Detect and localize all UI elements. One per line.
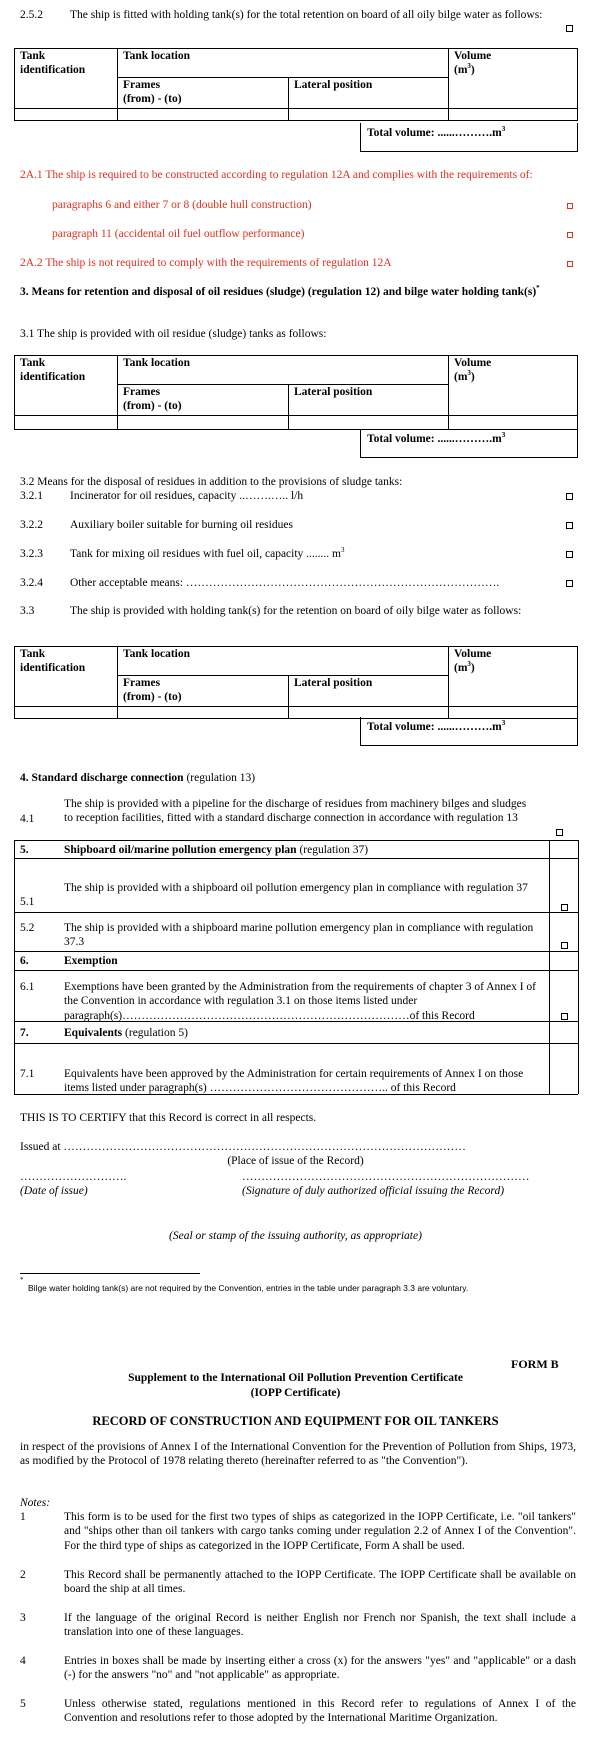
checkbox[interactable] (566, 580, 573, 587)
col-frames: Frames (from) - (to) (118, 78, 289, 109)
item-number: 3.2.4 (20, 577, 43, 589)
checkbox[interactable] (567, 261, 573, 267)
notes-label: Notes: (20, 1497, 51, 1509)
record-title: RECORD OF CONSTRUCTION AND EQUIPMENT FOR OIL TANKERS (92, 1414, 499, 1428)
tank-table (14, 48, 578, 121)
signature-field[interactable]: ………………………………………………………………… (242, 1171, 530, 1183)
sludge-tank-table: Tank identification Tank location Volume $(m^3)$ Frames (from) - (to) Lateral position (14, 355, 578, 430)
section-7-title: Equivalents (regulation 5) (64, 1027, 188, 1039)
item-number: 3.2.2 (20, 519, 43, 531)
option-double-hull: paragraphs 6 and either 7 or 8 (double hull construction) (52, 199, 312, 211)
place-label: (Place of issue of the Record) (227, 1155, 364, 1167)
item-number: 3.2.1 (20, 490, 43, 502)
exemption-text: Exemptions have been granted by the Administration from the requirements of chapter 3 of Annex I of the Convention in accordance with regulation 3.1 on those items listed under paragraph(s)…………………………………………………………………of this Record (64, 981, 537, 1022)
option-outflow: paragraph 11 (accidental oil fuel outflow performance) (52, 228, 305, 240)
item-number: 5.1 (20, 896, 35, 908)
date-field[interactable]: ………………………. (20, 1171, 127, 1183)
item-number: 3.3 (20, 605, 35, 617)
item-number: 5.2 (20, 922, 35, 934)
checkbox[interactable] (561, 1013, 568, 1020)
total-volume[interactable]: Total volume: $......\dots\dots\dots.m^3$ (360, 123, 578, 152)
bilge-holding-text: The ship is provided with holding tank(s) for the retention on board of oily bilge water as follows: (70, 605, 522, 617)
supplement-subtitle: (IOPP Certificate) (250, 1387, 341, 1399)
section-4-title: 4. Standard discharge connection (regulation 13) (20, 772, 256, 784)
oil-emergency-plan-text: The ship is provided with a shipboard oil pollution emergency plan in compliance with regulation 37 (64, 882, 528, 894)
item-number: 6.1 (20, 981, 35, 993)
col-tank-id: Tank identification (15, 49, 118, 109)
footnote: Bilge water holding tank(s) are not required by the Convention, entries in the table under paragraph 3.3 are voluntary. (28, 1283, 469, 1293)
checkbox[interactable] (561, 942, 568, 949)
footnote-mark: * (20, 1276, 24, 1284)
date-label: (Date of issue) (20, 1185, 88, 1197)
regulation-12a-text: 2A.1 The ship is required to be constructed according to regulation 12A and complies with the requirements of: (20, 169, 533, 181)
incinerator-item: Incinerator for oil residues, capacity ..…….….. l/h (70, 490, 304, 502)
note-number: 2 (20, 1569, 26, 1581)
item-text: The ship is fitted with holding tank(s) for the total retention on board of all oily bilge water as follows: (70, 9, 543, 21)
certify-statement: THIS IS TO CERTIFY that this Record is correct in all respects. (20, 1112, 317, 1124)
section-3-title: 3. Means for retention and disposal of oil residues (sludge) (regulation 12) and bilge water holding tank(s)* (20, 284, 540, 298)
checkbox[interactable] (566, 493, 573, 500)
note-number: 3 (20, 1612, 26, 1624)
note-number: 5 (20, 1698, 26, 1710)
note-text: If the language of the original Record is neither English nor French nor Spanish, the text shall include a translation into one of these languages. (64, 1612, 576, 1639)
table-row (15, 108, 578, 120)
note-number: 4 (20, 1655, 26, 1667)
checkbox[interactable] (561, 904, 568, 911)
section-6-title: Exemption (64, 955, 118, 967)
discharge-text: The ship is provided with a pipeline for the discharge of residues from machinery bilges and sludges to reception facilities, fitted with a standard discharge connection in accordance with regulation 13 (64, 798, 527, 825)
checkbox[interactable] (566, 551, 573, 558)
intro-paragraph: in respect of the provisions of Annex I of the International Convention for the Prevention of Pollution from Ships, 1973, as modified by the Protocol of 1978 relating thereto (hereinafter referred to as "the Convention"). (20, 1441, 576, 1468)
section-3-2: 3.2 Means for the disposal of residues in addition to the provisions of sludge tanks: (20, 476, 403, 488)
supplement-title: Supplement to the International Oil Pollution Prevention Certificate (128, 1372, 463, 1384)
section-number: 7. (20, 1027, 29, 1039)
note-text: Entries in boxes shall be made by inserting either a cross (x) for the answers "yes" and "applicable" or a dash (-) for the answers "no" and "not applicable" as appropriate. (64, 1655, 576, 1682)
col-tank-location: Tank location (118, 49, 449, 78)
section-number: 6. (20, 955, 29, 967)
signature-label: (Signature of duly authorized official issuing the Record) (242, 1185, 505, 1197)
table-row (15, 415, 578, 429)
marine-emergency-plan-text: The ship is provided with a shipboard marine pollution emergency plan in compliance with regulation 37.3 (64, 922, 534, 949)
regulation-12a-exempt: 2A.2 The ship is not required to comply with the requirements of regulation 12A (20, 257, 392, 269)
checkbox[interactable] (567, 203, 573, 209)
total-volume[interactable]: Total volume: $......\dots\dots\dots.m^3$ (360, 717, 578, 746)
issued-at-field[interactable]: Issued at …………………………………………………………………………………………… (20, 1141, 466, 1153)
item-number: 4.1 (20, 813, 35, 825)
checkbox[interactable] (566, 25, 573, 32)
section-3-1: 3.1 The ship is provided with oil residue (sludge) tanks as follows: (20, 328, 327, 340)
col-lateral: Lateral position (289, 78, 449, 109)
other-means-item: Other acceptable means: ………………………………………………………………………. (70, 577, 500, 589)
item-number: 7.1 (20, 1068, 35, 1080)
item-number: 2.5.2 (20, 9, 43, 21)
section-5-title: Shipboard oil/marine pollution emergency plan (regulation 37) (64, 844, 369, 856)
seal-label: (Seal or stamp of the issuing authority, as appropriate) (169, 1230, 422, 1242)
bilge-tank-table: Tank identification Tank location Volume $(m^3)$ Frames (from) - (to) Lateral position (14, 646, 578, 719)
note-text: This form is to be used for the first two types of ships as categorized in the IOPP Certificate, i.e. "oil tankers" and "ships other than oil tankers with cargo tanks coming under regulation 2.2 of Annex I of the Convention". For the third type of ships as categorized in the IOPP Certificate, Form A shall be used. (64, 1511, 576, 1552)
checkbox[interactable] (567, 232, 573, 238)
col-volume: Volume $(m^3)$ (449, 49, 578, 109)
note-text: Unless otherwise stated, regulations mentioned in this Record refer to regulations of Annex I of the Convention and resolutions refer to those adopted by the International Maritime Organization. (64, 1698, 576, 1725)
footnote-divider (20, 1273, 200, 1274)
mixing-tank-item: Tank for mixing oil residues with fuel oil, capacity ........ $m^3$ (70, 546, 345, 560)
equivalents-text: Equivalents have been approved by the Administration for certain requirements of Annex I on those items listed under paragraph(s) ……………………………………….. of this Record (64, 1068, 524, 1095)
checkbox[interactable] (556, 829, 563, 836)
checkbox[interactable] (566, 522, 573, 529)
item-number: 3.2.3 (20, 548, 43, 560)
note-number: 1 (20, 1511, 26, 1523)
form-label: FORM B (511, 1357, 559, 1371)
boiler-item: Auxiliary boiler suitable for burning oil residues (70, 519, 293, 531)
section-number: 5. (20, 844, 29, 856)
total-volume[interactable]: Total volume: $......\dots\dots\dots.m^3$ (360, 429, 578, 458)
note-text: This Record shall be permanently attached to the IOPP Certificate. The IOPP Certificate shall be available on board the ship at all times. (64, 1569, 576, 1596)
